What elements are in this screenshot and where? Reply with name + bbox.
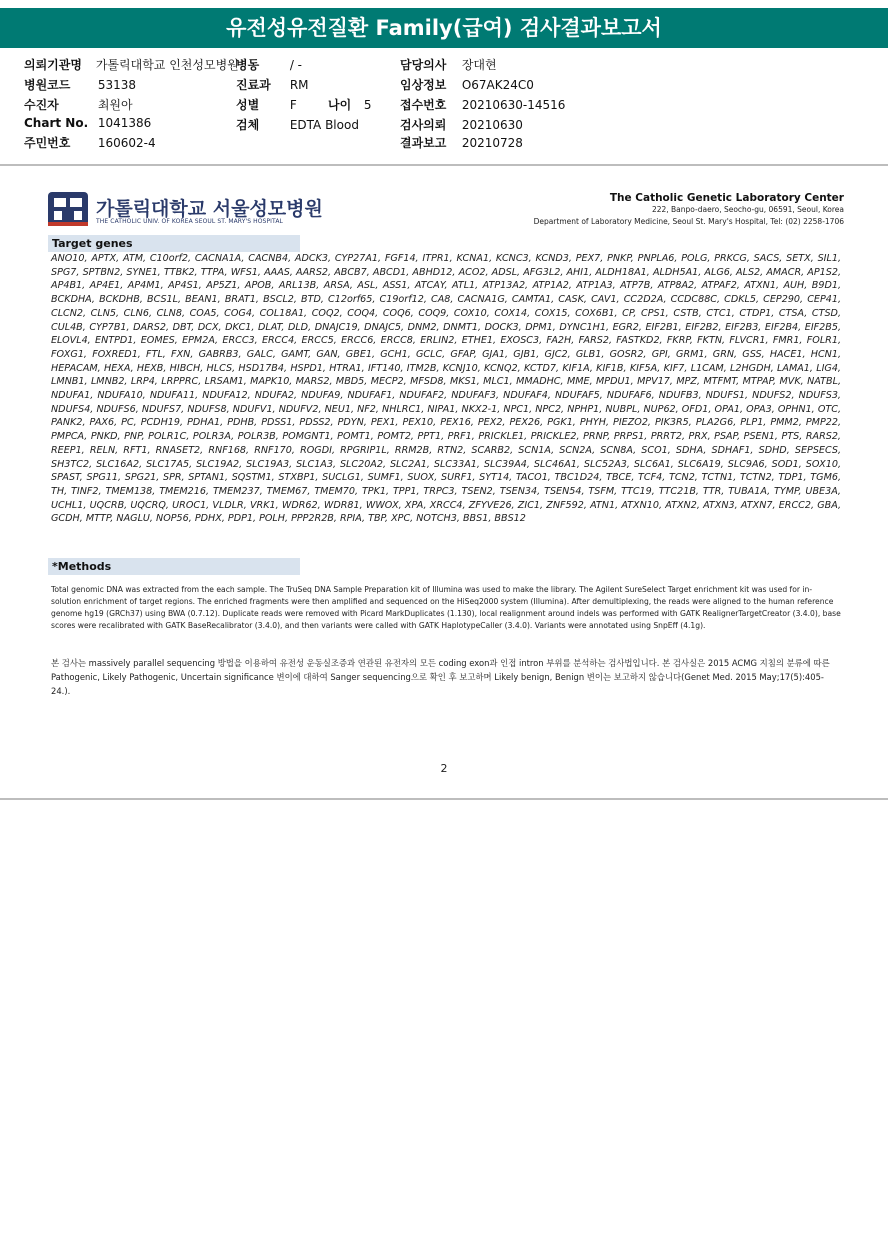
specimen-field: [236, 116, 359, 133]
id-no-field: [24, 134, 156, 151]
header-divider: [0, 164, 888, 166]
page-bottom-divider: [0, 798, 888, 800]
receipt-no-value: 20210630-14516: [461, 98, 566, 112]
age-value: 5: [363, 98, 372, 112]
clinical-info-field: [400, 76, 534, 93]
doctor-field: [400, 56, 497, 73]
methods-korean-text: 본 검사는 massively parallel sequencing 방법을 이용하여 유전성 운동실조증과 연관된 유전자의 모든 coding exon과 인접 intron 부위를 분석하는 검사법입니다. 본 검사실은 2015 ACMG 지침의 분류에 따른 Pathogenic, Likely Pathogenic, Uncertain significance 변이에 대하여 Sanger sequencing으로 확인 후 보고하며 Likely benign, Benign 변이는 보고하지 않습니다(Genet Med. 2015 May;17(5):405-24.).: [51, 658, 830, 696]
report-date-label: 결과보고: [400, 136, 447, 150]
hospital-code-field: [24, 76, 136, 93]
report-date-field: [400, 134, 523, 151]
examinee-field: [24, 96, 133, 113]
chart-no-field: [24, 116, 151, 130]
age-label: 나이: [328, 98, 352, 112]
hospital-emblem-icon: [48, 192, 88, 226]
hospital-code-label: 병원코드: [24, 78, 71, 92]
id-no-value: 160602-4: [97, 136, 156, 150]
request-date-field: [400, 116, 523, 133]
report-page: [40, 182, 848, 782]
department-value: RM: [289, 78, 309, 92]
hospital-logo: [48, 190, 323, 230]
institution-value: 가톨릭대학교 인천성모병원: [95, 58, 239, 72]
patient-info-header: [0, 56, 888, 156]
doctor-value: 장대현: [461, 58, 497, 72]
lab-department: Department of Laboratory Medicine, Seoul St. Mary's Hospital, Tel: (02) 2258-1706: [533, 217, 844, 226]
report-title: 유전성유전질환 Family(급여) 검사결과보고서: [0, 8, 888, 48]
sex-label: 성별: [236, 98, 260, 112]
request-date-label: 검사의뢰: [400, 118, 447, 132]
receipt-no-label: 접수번호: [400, 98, 447, 112]
hospital-name: 가톨릭대학교 서울성모병원: [96, 198, 323, 220]
specimen-value: EDTA Blood: [289, 118, 359, 132]
doctor-label: 담당의사: [400, 58, 447, 72]
sex-field: [236, 96, 297, 113]
methods-english-text: Total genomic DNA was extracted from the each sample. The TruSeq DNA Sample Preparation kit of Illumina was used to make the library. The Agilent SureSelect Target enrichment kit was used for in-solution enrichment of target regions. The enriched fragments were then amplified and sequenced on the HiSeq2000 system (Illumina). After demultiplexing, the reads were aligned to the human reference genome hg19 (GRCh37) using BWA (0.7.12). Duplicate reads were removed with Picard MarkDuplicates (1.130), local realignment around indels was performed with GATK RealignerTargetCreator (3.4.0), base scores were recalibrated with GATK BaseRecalibrator (3.4.0), and then variants were called with GATK HaplotypeCaller (3.4.0). Variants were annotated using SnpEff (4.1g).: [51, 585, 841, 631]
ward-field: [236, 56, 302, 73]
clinical-info-value: O67AK24C0: [461, 78, 534, 92]
hospital-subname: THE CATHOLIC UNIV. OF KOREA SEOUL ST. MARY'S HOSPITAL: [96, 218, 284, 225]
institution-label: 의뢰기관명: [24, 58, 82, 72]
department-label: 진료과: [236, 78, 271, 92]
age-field: [328, 96, 371, 113]
examinee-value: 최원아: [97, 98, 133, 112]
ward-label: 병동: [236, 58, 260, 72]
page-number: 2: [440, 762, 448, 775]
report-date-value: 20210728: [461, 136, 523, 150]
department-field: [236, 76, 309, 93]
sex-value: F: [289, 98, 297, 112]
specimen-label: 검체: [236, 118, 260, 132]
chart-no-label: Chart No.: [24, 116, 89, 130]
request-date-value: 20210630: [461, 118, 523, 132]
examinee-label: 수진자: [24, 98, 59, 112]
id-no-label: 주민번호: [24, 136, 71, 150]
target-genes-list: ANO10, APTX, ATM, C10orf2, CACNA1A, CACNB4, ADCK3, CYP27A1, FGF14, ITPR1, KCNA1, KCNC3, KCND3, PEX7, PNKP, PNPLA6, POLG, PRKCG, SACS, SETX, SIL1, SPG7, SPTBN2, SYNE1, TTBK2, TTPA, WFS1, AAAS, AARS2, ABCB7, ABCD1, ABHD12, ACO2, ADSL, AFG3L2, AHI1, ALDH18A1, ALDH5A1, ALG6, ALS2, AMACR, AP1S2, AP4B1, AP4E1, AP4M1, AP4S1, AP5Z1, APOB, ARL13B, ARSA, ASL, ASS1, ATCAY, ATL1, ATP13A2, ATP1A2, ATP1A3, ATP7B, ATP8A2, ATPAF2, ATXN1, AUH, B9D1, BCKDHA, BCKDHB, BCS1L, BEAN1, BRAT1, BSCL2, BTD, C12orf65, C19orf12, CA8, CACNA1G, CAMTA1, CASK, CAV1, CC2D2A, CCDC88C, CDKL5, CEP290, CEP41, CLCN2, CLN5, CLN6, CLN8, COA5, COG4, COL18A1, COQ2, COQ4, COQ6, COQ9, COX10, COX14, COX15, COX6B1, CP, CPS1, CSTB, CTC1, CTDP1, CTSA, CTSD, CUL4B, CYP7B1, DARS2, DBT, DCX, DKC1, DLAT, DLD, DNAJC19, DNAJC5, DNM2, DNMT1, DOCK3, DPM1, DYNC1H1, EGR2, EIF2B1, EIF2B2, EIF2B3, EIF2B4, EIF2B5, ELOVL4, ENTPD1, EOMES, EPM2A, ERCC3, ERCC4, ERCC5, ERCC6, ERCC8, ERLIN2, ETHE1, EXOSC3, FA2H, FARS2, FASTKD2, FKRP, FKTN, FLVCR1, FMR1, FOLR1, FOXG1, FOXRED1, FTL, FXN, GABRB3, GALC, GAMT, GAN, GBE1, GCH1, GCLC, GFAP, GJA1, GJB1, GJC2, GLB1, GOSR2, GPI, GRM1, GRN, GSS, HACE1, HCN1, HEPACAM, HEXA, HEXB, HIBCH, HLCS, HSD17B4, HSPD1, HTRA1, IFT140, ITM2B, KCNJ10, KCNQ2, KCTD7, KIF1A, KIF1B, KIF5A, KIF7, L1CAM, L2HGDH, LAMA1, LIG4, LMNB1, LMNB2, LRP4, LRPPRC, LRSAM1, MAPK10, MARS2, MBD5, MECP2, MFSD8, MKS1, MLC1, MMADHC, MME, MPDU1, MPV17, MPZ, MTFMT, MTPAP, MVK, NATBL, NDUFA1, NDUFA10, NDUFA11, NDUFA12, NDUFA2, NDUFA9, NDUFAF1, NDUFAF2, NDUFAF3, NDUFAF4, NDUFAF5, NDUFAF6, NDUFB3, NDUFS1, NDUFS2, NDUFS3, NDUFS4, NDUFS6, NDUFS7, NDUFS8, NDUFV1, NDUFV2, NEU1, NF2, NHLRC1, NIPA1, NKX2-1, NPC1, NPC2, NPHP1, NUBPL, NUP62, OFD1, OPA1, OPA3, OPHN1, OTC, PANK2, PAX6, PC, PCDH19, PDHA1, PDHB, PDSS1, PDSS2, PDYN, PEX1, PEX10, PEX16, PEX2, PEX26, PGK1, PHYH, PIEZO2, PIK3R5, PLA2G6, PLP1, PMM2, PMP22, PMPCA, PNKD, PNP, POLR1C, POLR3A, POLR3B, POMGNT1, POMT1, POMT2, PPT1, PRF1, PRICKLE1, PRICKLE2, PRNP, PRPS1, PRRT2, PRX, PSAP, PSEN1, PTS, RARS2, REEP1, RELN, RFT1, RNASET2, RNF168, RNF170, ROGDI, RPGRIP1L, RRM2B, RTN2, SCARB2, SCN1A, SCN2A, SCN8A, SCO1, SDHA, SDHAF1, SDHD, SEPSECS, SH3TC2, SLC16A2, SLC17A5, SLC19A2, SLC19A3, SLC1A3, SLC20A2, SLC2A1, SLC33A1, SLC39A4, SLC46A1, SLC52A3, SLC6A1, SLC6A19, SLC9A6, SOD1, SOX10, SPAST, SPG11, SPG21, SPR, SPTAN1, SQSTM1, STXBP1, SUCLG1, SUMF1, SUOX, SURF1, SYT14, TACO1, TBC1D24, TBCE, TCF4, TCN2, TCTN1, TCTN2, TDP1, TGM6, TH, TINF2, TMEM138, TMEM216, TMEM237, TMEM67, TMEM70, TPK1, TPP1, TRPC3, TSEN2, TSEN34, TSEN54, TSFM, TTC19, TTC21B, TTR, TUBA1A, TYMP, UBE3A, UCHL1, UQCRB, UQCRQ, UROC1, VLDLR, VRK1, WDR62, WDR81, WWOX, XPA, XRCC4, ZFYVE26, ZIC1, ZNF592, ATN1, ATXN10, ATXN2, ATXN3, ATXN7, ERCC2, GBA, GCDH, MTTP, NAGLU, NOP56, PDHX, PDP1, POLH, PPP2R2B, RPIA, TBP, XPC, NOTCH3, BBS1, BBS12: [51, 253, 841, 525]
chart-no-value: 1041386: [97, 116, 152, 130]
ward-value: / -: [289, 58, 303, 72]
clinical-info-label: 임상정보: [400, 78, 447, 92]
receipt-no-field: [400, 96, 565, 113]
methods-heading: *Methods: [48, 558, 300, 575]
institution-field: [24, 56, 239, 73]
lab-name: The Catholic Genetic Laboratory Center: [609, 192, 844, 204]
lab-contact-block: [534, 192, 844, 228]
hospital-code-value: 53138: [97, 78, 137, 92]
lab-address: 222, Banpo-daero, Seocho-gu, 06591, Seoul, Korea: [651, 205, 844, 214]
target-genes-heading: Target genes: [48, 235, 300, 252]
